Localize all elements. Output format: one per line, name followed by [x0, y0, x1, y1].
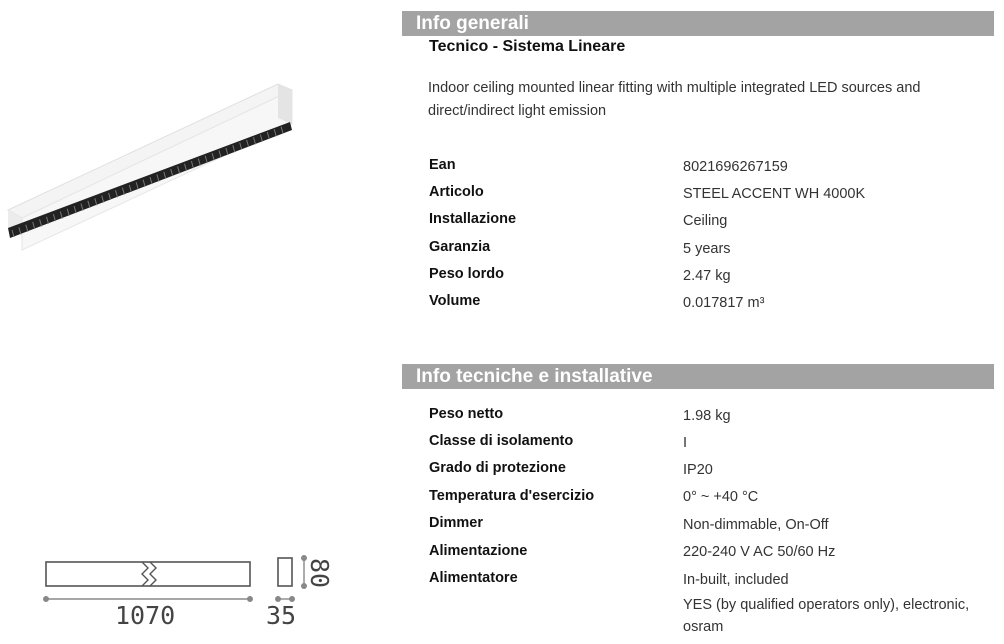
spec-label: Peso lordo — [429, 266, 504, 282]
spec-value: IP20 — [683, 462, 713, 478]
spec-row-classe-isolamento — [0, 433, 1004, 457]
spec-row-peso-lordo — [0, 266, 1004, 290]
spec-row-grado-protezione — [0, 460, 1004, 484]
spec-row-articolo — [0, 184, 1004, 208]
spec-row-peso-netto — [0, 406, 1004, 430]
spec-extra-value: YES (by qualified operators only), electronic, osram — [683, 597, 970, 635]
spec-value: In-built, included — [683, 572, 789, 588]
spec-value: 0° ~ +40 °C — [683, 489, 759, 505]
spec-value: 5 years — [683, 241, 731, 257]
spec-label: Grado di protezione — [429, 460, 566, 476]
spec-label: Peso netto — [429, 406, 504, 422]
spec-row-alimentatore — [0, 570, 1004, 594]
spec-label: Volume — [429, 293, 481, 309]
spec-value: STEEL ACCENT WH 4000K — [683, 186, 866, 202]
spec-label: Installazione — [429, 211, 517, 227]
spec-label: Ean — [429, 157, 456, 173]
spec-row-ean — [0, 157, 1004, 181]
spec-value: 1.98 kg — [683, 408, 731, 424]
spec-value: 8021696267159 — [683, 159, 788, 175]
spec-row-temperatura — [0, 488, 1004, 512]
dimension-height: 80 — [305, 558, 334, 589]
spec-value: 2.47 kg — [683, 268, 731, 284]
spec-label: Temperatura d'esercizio — [429, 488, 595, 504]
spec-value: 220-240 V AC 50/60 Hz — [683, 544, 836, 560]
spec-label: Alimentatore — [429, 570, 518, 586]
product-description: Indoor ceiling mounted linear fitting with multiple integrated LED sources and direct/indirect light emission — [428, 80, 921, 119]
spec-row-garanzia — [0, 239, 1004, 263]
spec-label: Garanzia — [429, 239, 491, 255]
spec-value: 0.017817 m³ — [683, 295, 765, 311]
spec-label: Classe di isolamento — [429, 433, 574, 449]
spec-label: Articolo — [429, 184, 484, 200]
spec-value: I — [683, 435, 688, 451]
section-header-general: Info generali — [402, 11, 994, 36]
spec-row-dimmer — [0, 515, 1004, 539]
spec-row-installazione — [0, 211, 1004, 235]
spec-value: Ceiling — [683, 213, 728, 229]
product-subtitle: Tecnico - Sistema Lineare — [429, 38, 626, 55]
section-header-technical: Info tecniche e installative — [402, 364, 994, 389]
spec-row-alimentazione — [0, 543, 1004, 567]
spec-label: Alimentazione — [429, 543, 528, 559]
dimension-length: 1070 — [115, 601, 176, 630]
spec-value: Non-dimmable, On-Off — [683, 517, 829, 533]
spec-row-volume — [0, 293, 1004, 317]
dimension-width: 35 — [266, 601, 297, 630]
spec-label: Dimmer — [429, 515, 483, 531]
